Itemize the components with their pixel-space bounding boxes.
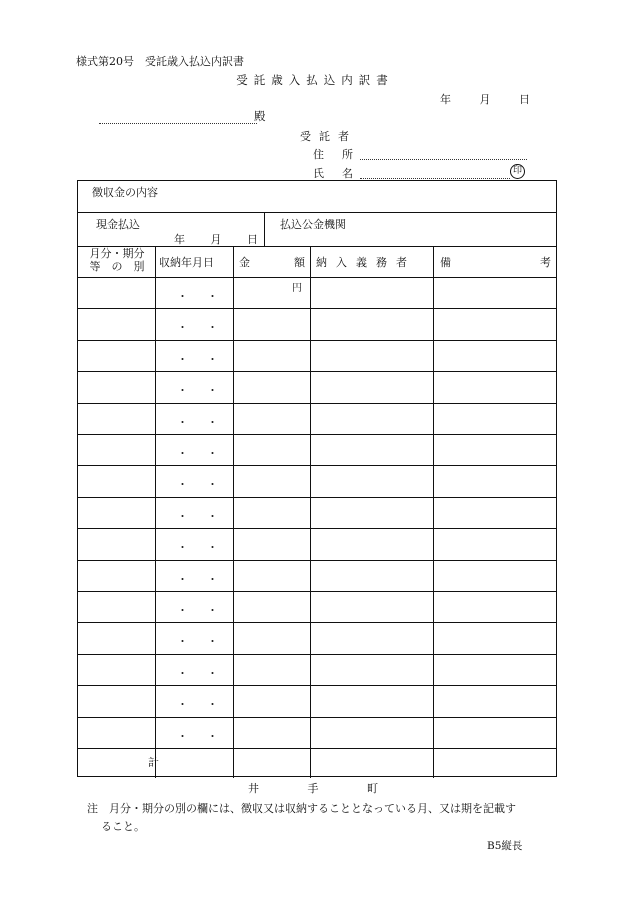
table-row-divider — [78, 340, 556, 341]
cash-year-label: 年 — [174, 233, 185, 246]
addressee-field[interactable] — [99, 110, 257, 124]
table-row-divider — [78, 685, 556, 686]
row-date-separators: ・ ・ — [177, 321, 222, 335]
table-row-divider — [78, 560, 556, 561]
town-char-2: 手 — [307, 782, 319, 795]
table-row-divider — [78, 654, 556, 655]
table-row-divider — [78, 717, 556, 718]
note-line-2: ること。 — [101, 820, 145, 833]
row-date-separators: ・ ・ — [177, 447, 222, 460]
name-label: 氏名 — [313, 167, 371, 180]
table-row-divider — [78, 434, 556, 435]
cash-payment-label: 現金払込 — [96, 218, 140, 231]
form-number: 様式第20号 受託歳入払込内訳書 — [76, 55, 244, 68]
row-date-separators: ・ ・ — [177, 384, 222, 398]
paper-size-label: B5縦長 — [487, 840, 523, 852]
table-row-divider — [78, 465, 556, 466]
remarks-header-right: 考 — [540, 256, 551, 269]
row-date-separators: ・ ・ — [177, 541, 222, 555]
town-char-1: 井 — [248, 782, 259, 795]
amount-header-right: 額 — [294, 256, 305, 269]
row-date-separators: ・ ・ — [177, 478, 222, 492]
table-row-divider — [78, 371, 556, 372]
column-divider — [155, 246, 156, 778]
payment-institution-label: 払込公金機関 — [280, 218, 346, 231]
cash-payment-date — [174, 231, 258, 247]
divider — [78, 212, 556, 213]
row-date-separators: ・ ・ — [177, 666, 222, 680]
seal-mark: 印 — [510, 164, 525, 179]
row-date-separators: ・ ・ — [177, 698, 222, 712]
table-row-divider — [78, 528, 556, 529]
total-label: 計 — [148, 756, 159, 769]
table-row-divider — [78, 308, 556, 309]
town-char-3: 町 — [367, 782, 378, 795]
divider — [264, 212, 265, 246]
address-field[interactable] — [360, 147, 527, 160]
cash-day-label: 日 — [247, 233, 258, 246]
table-row-divider — [78, 497, 556, 498]
column-divider — [233, 246, 234, 778]
period-header — [84, 247, 150, 273]
breakdown-form — [77, 180, 557, 777]
addressee-suffix: 殿 — [254, 109, 266, 123]
receipt-date-header: 収納年月日 — [159, 256, 214, 269]
table-row-divider — [78, 591, 556, 592]
trustee-label: 受託者 — [300, 130, 357, 143]
column-divider — [310, 246, 311, 778]
date-year-label: 年 — [440, 93, 451, 106]
column-divider — [433, 246, 434, 778]
note-line-1: 注 月分・期分の別の欄には、徴収又は収納することとなっている月、又は期を記載す — [87, 802, 516, 815]
address-label: 住所 — [313, 148, 371, 161]
divider — [78, 277, 556, 278]
note — [87, 800, 557, 836]
name-field[interactable] — [360, 166, 510, 179]
row-date-separators: ・ ・ — [177, 729, 222, 743]
row-date-separators: ・ ・ — [177, 604, 222, 617]
town-name — [248, 780, 378, 796]
yen-unit: 円 — [292, 283, 302, 294]
period-header-line2: 等 の 別 — [89, 260, 145, 273]
row-date-separators: ・ ・ — [177, 635, 222, 649]
row-date-separators: ・ ・ — [177, 415, 222, 429]
row-date-separators: ・ ・ — [177, 352, 222, 366]
cash-month-label: 月 — [210, 233, 222, 246]
row-date-separators: ・ ・ — [177, 290, 222, 303]
amount-header-left: 金 — [239, 256, 250, 269]
collection-content-label: 徴収金の内容 — [92, 186, 158, 199]
period-header-line1: 月分・期分 — [89, 247, 145, 260]
table-row-divider — [78, 403, 556, 404]
row-date-separators: ・ ・ — [177, 509, 222, 523]
remarks-header-left: 備 — [440, 256, 451, 269]
issue-date — [440, 91, 530, 107]
page-title: 受託歳入払込内訳書 — [236, 73, 394, 87]
table-row-divider — [78, 622, 556, 623]
date-month-label: 月 — [479, 93, 491, 106]
date-day-label: 日 — [519, 93, 530, 106]
payer-header: 納入義務者 — [316, 256, 416, 269]
row-date-separators: ・ ・ — [177, 572, 222, 586]
table-row-divider — [78, 748, 556, 749]
